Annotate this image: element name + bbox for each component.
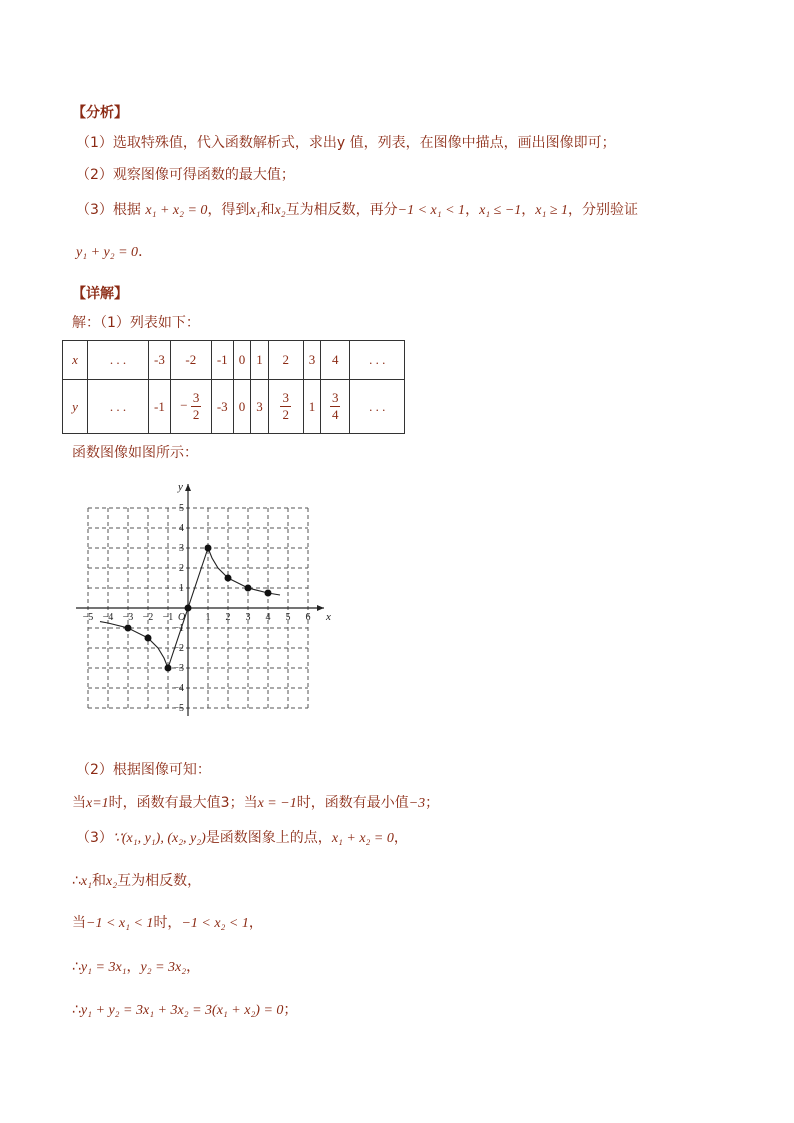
x-tick-label: 3: [245, 612, 251, 623]
cell-x: -1: [211, 341, 233, 380]
origin-label: O: [178, 612, 186, 623]
x-tick-label: 4: [265, 612, 271, 623]
cell-dots: . . .: [350, 341, 405, 380]
cell-y: -1: [149, 380, 171, 434]
y-tick-label: −5: [173, 703, 184, 714]
x-axis-arrow: [317, 605, 324, 611]
cell-x: -2: [170, 341, 211, 380]
x-tick-label: 5: [285, 612, 291, 623]
part3-line-1: （3）∵(x₁, y₁), (x₂, y₂)是函数图象上的点，x₁ + x₂ = 0，: [76, 830, 408, 846]
data-point: [185, 605, 192, 612]
part3-line-2: ∴x₁和x₂互为相反数，: [72, 873, 202, 889]
part2-result: 当x=1时，函数有最大值3；当x = −1时，函数有最小值−3；: [72, 795, 440, 811]
data-point: [165, 665, 172, 672]
cell-x-label: x: [63, 341, 88, 380]
cell-dots: . . .: [88, 341, 149, 380]
function-graph: [76, 474, 336, 724]
analysis-line-1: （1）选取特殊值，代入函数解析式，求出y 值，列表，在图像中描点，画出图像即可；: [76, 135, 616, 151]
x-tick-label: −4: [102, 612, 114, 623]
x-tick-label: 1: [205, 612, 211, 623]
y-axis-label: y: [178, 481, 183, 493]
y-tick-label: −4: [173, 683, 184, 694]
x-tick-label: −3: [122, 612, 134, 623]
cell-x: 2: [268, 341, 303, 380]
cell-y: 3: [251, 380, 269, 434]
x-axis-label: x: [326, 611, 331, 623]
y-tick-label: 4: [179, 523, 184, 534]
data-point: [145, 635, 152, 642]
graph-caption: 函数图像如图所示：: [72, 445, 198, 461]
y-axis-arrow: [185, 484, 191, 491]
detail-heading: 【详解】: [72, 286, 128, 302]
analysis-line-4: y₁ + y₂ = 0．: [76, 244, 153, 260]
cell-x: -3: [149, 341, 171, 380]
detail-intro: 解：（1）列表如下：: [72, 315, 200, 331]
cell-dots: . . .: [350, 380, 405, 434]
data-point: [265, 590, 272, 597]
cell-x: 1: [251, 341, 269, 380]
y-tick-label: −1: [173, 623, 184, 634]
cell-x: 4: [321, 341, 350, 380]
data-point: [225, 575, 232, 582]
x-tick-label: −2: [142, 612, 154, 623]
data-point: [125, 625, 132, 632]
value-table: [62, 340, 405, 434]
x-tick-label: −5: [82, 612, 94, 623]
cell-y-label: y: [63, 380, 88, 434]
cell-y-fraction: $\frac{3}{2}$: [268, 380, 303, 434]
x-tick-label: 2: [225, 612, 231, 623]
x-tick-label: 6: [305, 612, 311, 623]
analysis-line-3: （3）根据 x₁ + x₂ = 0，得到x₁和x₂互为相反数，再分−1 < x₁ < 1，x₁ ≤ −1，x₁ ≥ 1，分别验证: [76, 202, 639, 218]
analysis-line-2: （2）观察图像可得函数的最大值；: [76, 167, 295, 183]
data-point: [205, 545, 212, 552]
cell-y-fraction: $\frac{3}{4}$: [321, 380, 350, 434]
part3-line-3: 当−1 < x₁ < 1时，−1 < x₂ < 1，: [72, 915, 263, 931]
y-tick-label: 2: [179, 563, 184, 574]
table-row-y: [63, 380, 405, 434]
x-tick-label: −1: [162, 612, 174, 623]
cell-x: 3: [303, 341, 321, 380]
y-tick-label: 5: [179, 503, 184, 514]
cell-y: 1: [303, 380, 321, 434]
curve-left-branch: [100, 622, 168, 668]
y-tick-label: 1: [179, 583, 184, 594]
cell-y: -3: [211, 380, 233, 434]
analysis-heading: 【分析】: [72, 105, 128, 121]
data-point: [245, 585, 252, 592]
y-tick-label: −3: [173, 663, 184, 674]
cell-y-fraction: − $\frac{3}{2}$: [170, 380, 211, 434]
part3-line-5: ∴y₁ + y₂ = 3x₁ + 3x₂ = 3(x₁ + x₂) = 0；: [72, 1002, 298, 1018]
cell-dots: . . .: [88, 380, 149, 434]
part3-line-4: ∴y₁ = 3x₁，y₂ = 3x₂，: [72, 959, 201, 975]
y-tick-label: −2: [173, 643, 184, 654]
part2-heading: （2）根据图像可知：: [76, 762, 211, 778]
cell-y: 0: [233, 380, 251, 434]
y-tick-label: 3: [179, 543, 184, 554]
table-row-x: [63, 341, 405, 380]
cell-x: 0: [233, 341, 251, 380]
